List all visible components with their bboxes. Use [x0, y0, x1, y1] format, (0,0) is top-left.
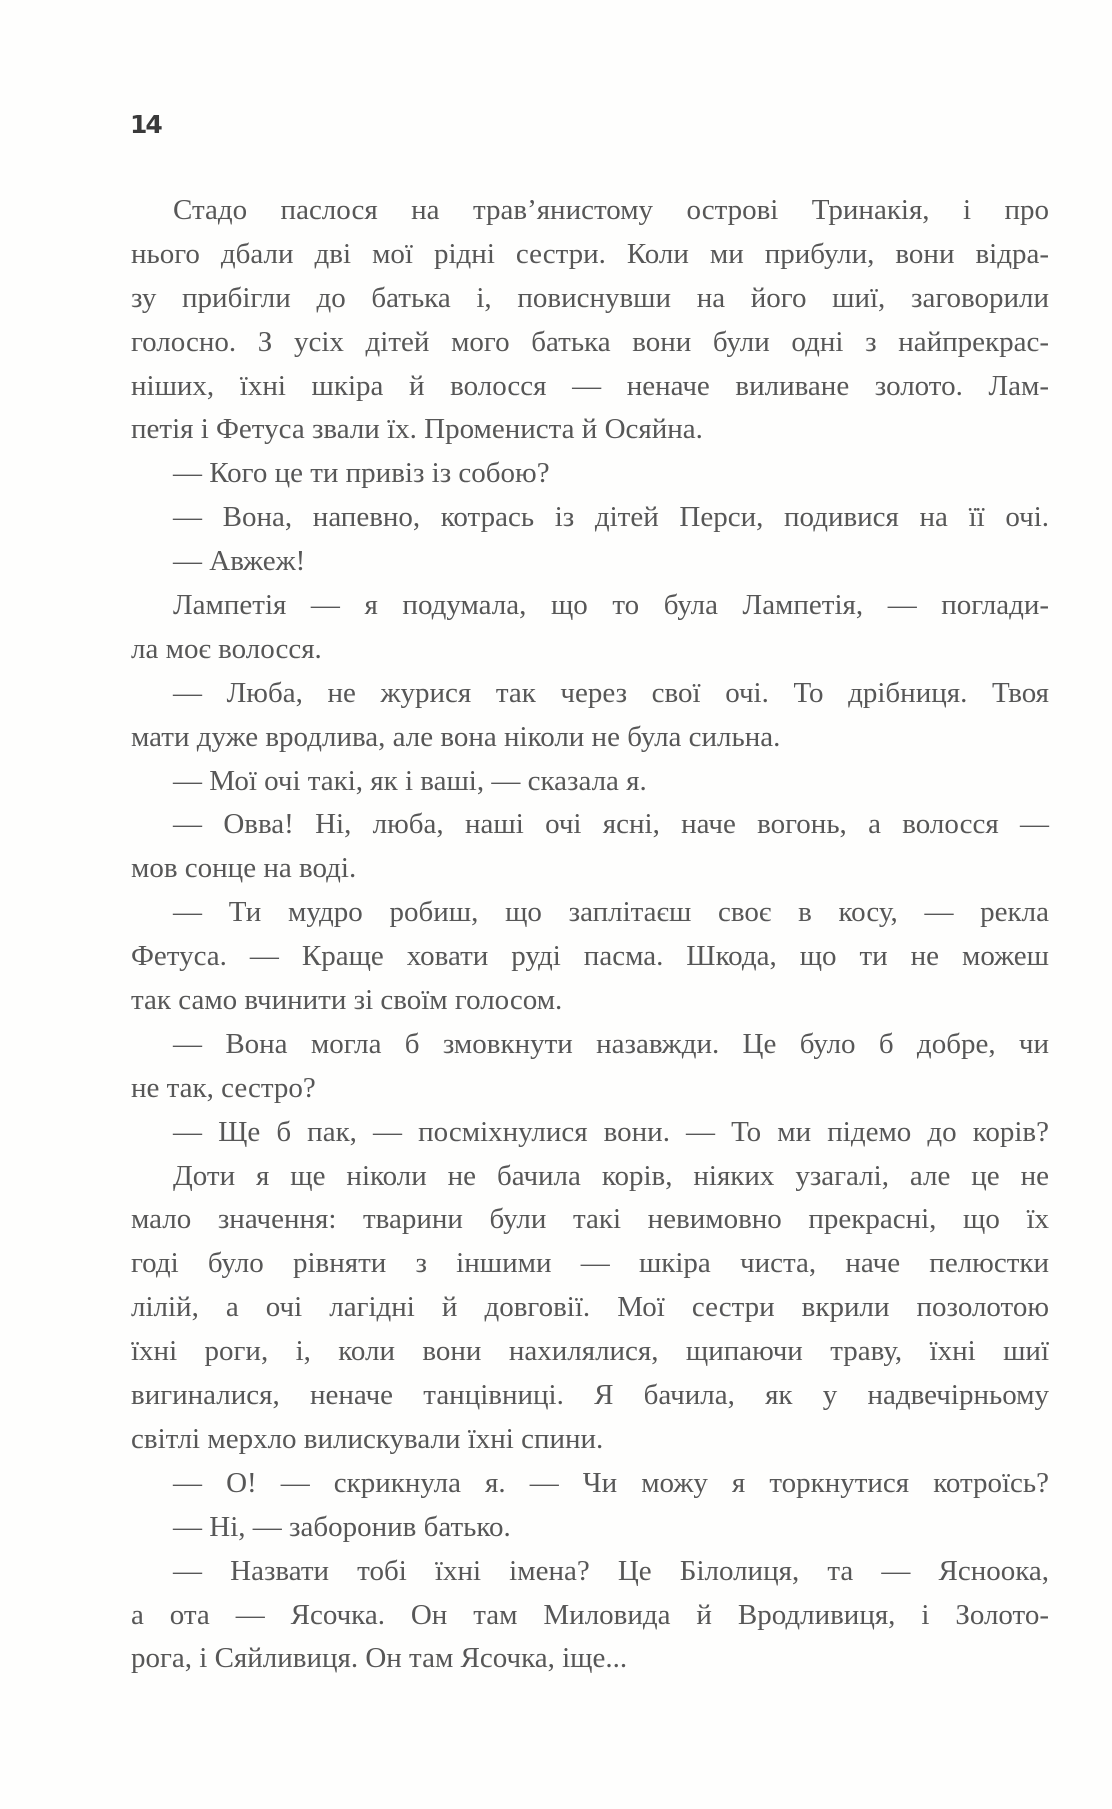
dialogue-line: — Кого це ти привіз із собою? — [173, 457, 550, 490]
page-number: 14 — [130, 110, 161, 139]
dialogue-line: — Люба, не журися так через свої очі. То дрібниця. Твоя — [173, 676, 1049, 709]
dialogue-line: не так, сестро? — [131, 1071, 316, 1104]
text-line: ніших, їхні шкіра й волосся — неначе виливане золото. Лам- — [131, 369, 1049, 402]
text-line: нього дбали дві мої рідні сестри. Коли ми прибули, вони відра- — [131, 237, 1049, 270]
text-line: Доти я ще ніколи не бачила корів, ніяких узагалі, але це не — [173, 1159, 1049, 1192]
dialogue-line: рога, і Сяйливиця. Он там Ясочка, іще... — [131, 1642, 628, 1675]
dialogue-line: — Ще б пак, — посміхнулися вони. — То ми підемо до корів? — [173, 1115, 1049, 1148]
dialogue-line: — Овва! Ні, люба, наші очі ясні, наче вогонь, а волосся — — [173, 808, 1049, 841]
body-text — [131, 189, 1049, 1681]
text-line: світлі мерхло вилискували їхні спини. — [131, 1422, 604, 1455]
text-line: голосно. З усіх дітей мого батька вони були одні з найпрекрас- — [131, 325, 1049, 358]
dialogue-line: мов сонце на воді. — [131, 852, 357, 885]
dialogue-line: — Мої очі такі, як і ваші, — сказала я. — [173, 764, 647, 797]
text-line: мало значення: тварини були такі невимовно прекрасні, що їх — [131, 1203, 1049, 1236]
dialogue-line: мати дуже вродлива, але вона ніколи не була сильна. — [131, 720, 781, 753]
dialogue-line: так само вчинити зі своїм голосом. — [131, 984, 563, 1017]
text-line: вигиналися, неначе танцівниці. Я бачила, як у надвечірньому — [131, 1379, 1049, 1412]
dialogue-line: а ота — Ясочка. Он там Миловида й Вродливиця, і Золото- — [131, 1598, 1049, 1631]
dialogue-line: — Ні, — заборонив батько. — [173, 1510, 511, 1543]
dialogue-line: — Назвати тобі їхні імена? Це Білолиця, та — Ясноока, — [173, 1554, 1049, 1587]
text-line: петія і Фетуса звали їх. Промениста й Осяйна. — [131, 413, 703, 446]
dialogue-line: — Ти мудро робиш, що заплітаєш своє в косу, — рекла — [173, 896, 1049, 929]
text-line: їхні роги, і, коли вони нахилялися, щипаючи траву, їхні шиї — [131, 1335, 1049, 1368]
text-line: ла моє волосся. — [131, 632, 322, 665]
dialogue-line: — О! — скрикнула я. — Чи можу я торкнутися котроїсь? — [173, 1466, 1049, 1499]
dialogue-line: Фетуса. — Краще ховати руді пасма. Шкода, що ти не можеш — [131, 940, 1049, 973]
text-line: Стадо паслося на трав’янистому острові Тринакія, і про — [173, 194, 1049, 226]
text-line: Лампетія — я подумала, що то була Лампетія, — поглади- — [173, 589, 1049, 622]
text-line: зу прибігли до батька і, повиснувши на його шиї, заговорили — [131, 281, 1049, 314]
text-line: лілій, а очі лагідні й довговії. Мої сестри вкрили позолотою — [131, 1291, 1049, 1324]
dialogue-line: — Вона, напевно, котрась із дітей Перси, подивися на її очі. — [173, 501, 1049, 534]
dialogue-line: — Вона могла б змовкнути назавжди. Це було б добре, чи — [173, 1027, 1049, 1060]
text-line: годі було рівняти з іншими — шкіра чиста, наче пелюстки — [131, 1247, 1049, 1280]
dialogue-line: — Авжеж! — [173, 545, 306, 578]
